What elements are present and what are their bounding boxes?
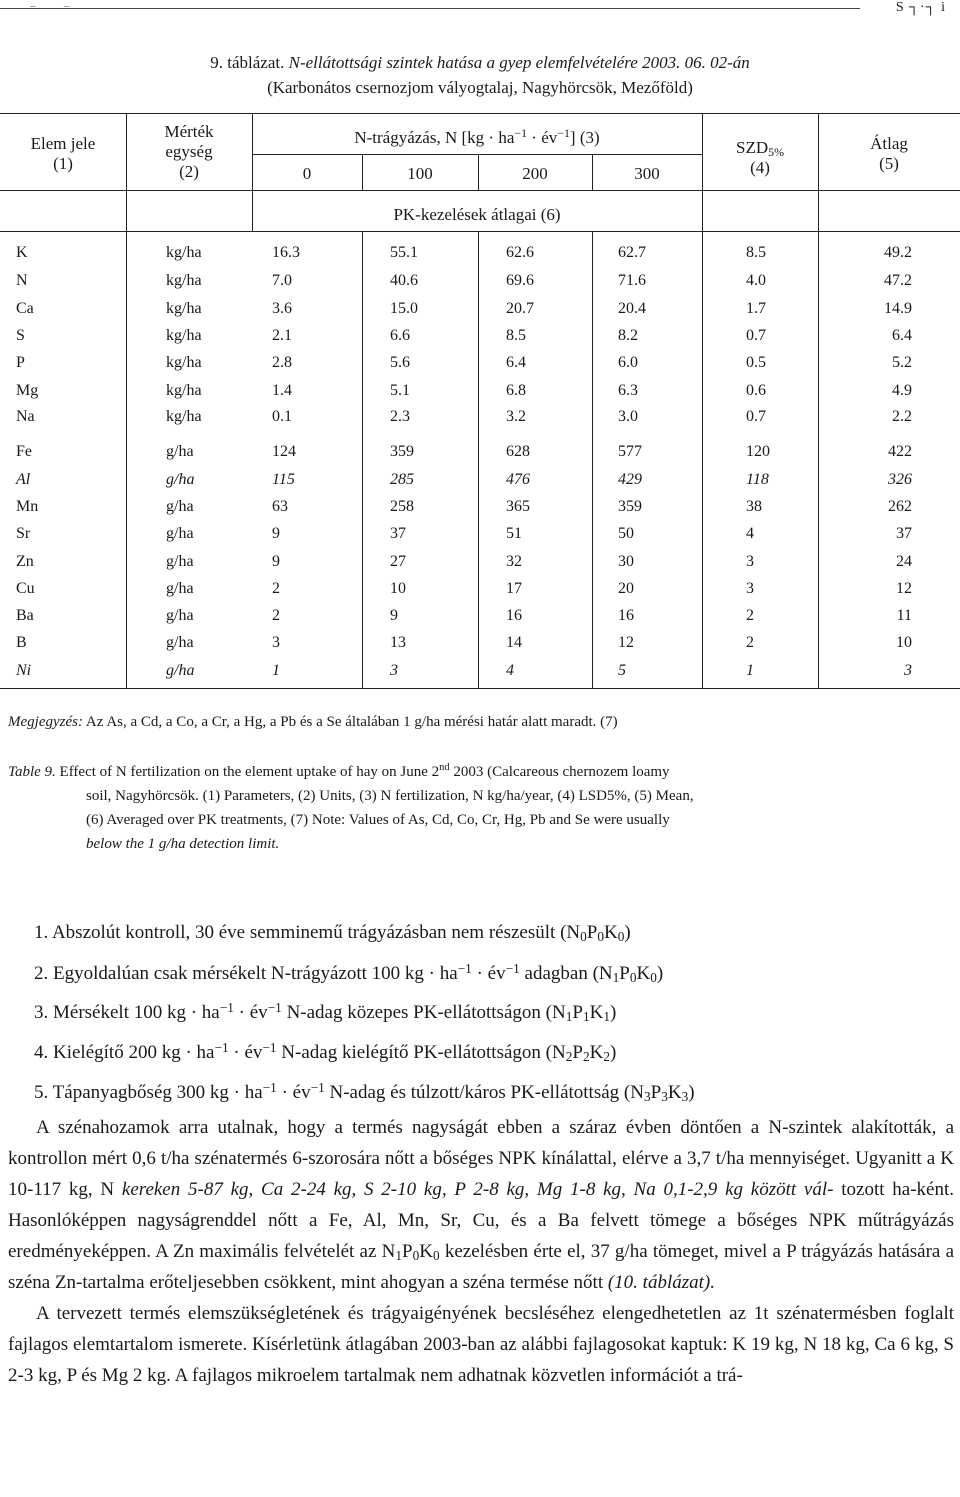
col-divider xyxy=(592,231,593,688)
top-dash-mark: – xyxy=(30,0,36,12)
col-divider xyxy=(702,113,703,688)
table-cell: Mn xyxy=(16,498,39,515)
table-cell: 285 xyxy=(390,471,414,488)
header-dose: 200 xyxy=(522,164,548,183)
table-cell: 6.8 xyxy=(506,382,526,399)
table-cell: 326 xyxy=(888,471,912,488)
table-cell: 0.1 xyxy=(272,408,292,425)
col-divider xyxy=(818,113,819,688)
table-cell: g/ha xyxy=(166,634,194,651)
treatment-item: 5. Tápanyagbőség 300 kg · $ha^{-1}$ · $év^{-1}$ N-adag és túlzott/káros PK-ellátottság $(N_3P_3K_3)$ xyxy=(34,1080,695,1104)
header-mean: Átlag (5) xyxy=(870,134,908,173)
table-cell: Sr xyxy=(16,525,31,542)
table-cell: 62.7 xyxy=(618,244,646,261)
table-cell: kg/ha xyxy=(166,244,202,261)
table-cell: g/ha xyxy=(166,443,194,460)
table-cell: 1 xyxy=(746,662,754,679)
table-cell: 422 xyxy=(888,443,912,460)
header-bottom-rule xyxy=(0,190,960,191)
table-cell: 40.6 xyxy=(390,272,418,289)
table-subtitle: (Karbonátos csernozjom vályogtalaj, Nagyhörcsök, Mezőföld) xyxy=(267,78,693,97)
table-cell: 6.0 xyxy=(618,354,638,371)
table-cell: 2.8 xyxy=(272,354,292,371)
table-cell: 37 xyxy=(390,525,406,542)
table-cell: 3 xyxy=(746,580,754,597)
table-cell: 37 xyxy=(896,525,912,542)
header-dose: 300 xyxy=(634,164,660,183)
table-cell: 359 xyxy=(618,498,642,515)
table-cell: 1.4 xyxy=(272,382,292,399)
table-cell: 1.7 xyxy=(746,300,766,317)
header-dose: 100 xyxy=(407,164,433,183)
table-cell: 5 xyxy=(618,662,626,679)
table-cell: 8.5 xyxy=(746,244,766,261)
table-top-rule xyxy=(0,113,960,114)
table-cell: 3.6 xyxy=(272,300,292,317)
table-cell: kg/ha xyxy=(166,300,202,317)
table-cell: 16.3 xyxy=(272,244,300,261)
table-cell: 124 xyxy=(272,443,296,460)
table-cell: g/ha xyxy=(166,662,195,679)
table-cell: S xyxy=(16,327,25,344)
table-cell: 0.7 xyxy=(746,327,766,344)
table-cell: 0.6 xyxy=(746,382,766,399)
table-cell: 10 xyxy=(390,580,406,597)
treatment-item: 3. Mérsékelt 100 kg · $ha^{-1}$ · $év^{-1}$ N-adag közepes PK-ellátottságon $(N_1P_1K_1)$ xyxy=(34,1000,617,1024)
table-cell: 3.0 xyxy=(618,408,638,425)
header-inner-rule xyxy=(252,154,702,155)
header-unit: Mérték egység (2) xyxy=(164,122,214,181)
table-cell: 2 xyxy=(746,634,754,651)
table-cell: 6.3 xyxy=(618,382,638,399)
table-cell: 27 xyxy=(390,553,406,570)
table-cell: g/ha xyxy=(166,607,194,624)
header-lsd: $SZD_{5\%}$ (4) xyxy=(736,138,784,177)
table-cell: 115 xyxy=(272,471,295,488)
table-cell: g/ha xyxy=(166,471,195,488)
table-cell: B xyxy=(16,634,27,651)
table-cell: 11 xyxy=(896,607,912,624)
table-cell: 8.2 xyxy=(618,327,638,344)
table-cell: kg/ha xyxy=(166,354,202,371)
table-cell: P xyxy=(16,354,25,371)
table-cell: 3 xyxy=(746,553,754,570)
table-cell: 20 xyxy=(618,580,634,597)
table-cell: 1 xyxy=(272,662,280,679)
table-cell: N xyxy=(16,272,28,289)
header-element: Elem jele (1) xyxy=(30,134,96,173)
table-cell: 9 xyxy=(272,525,280,542)
body-text xyxy=(8,1112,954,1391)
table-cell: 577 xyxy=(618,443,642,460)
table-cell: kg/ha xyxy=(166,272,202,289)
table-cell: 8.5 xyxy=(506,327,526,344)
table-cell: 10 xyxy=(896,634,912,651)
table-cell: 6.6 xyxy=(390,327,410,344)
table-cell: K xyxy=(16,244,28,261)
table-cell: 2.1 xyxy=(272,327,292,344)
table-cell: Zn xyxy=(16,553,34,570)
table-cell: 62.6 xyxy=(506,244,534,261)
table-cell: 6.4 xyxy=(892,327,912,344)
table-cell: 2.2 xyxy=(892,408,912,425)
table-cell: Cu xyxy=(16,580,35,597)
table-cell: 63 xyxy=(272,498,288,515)
table-number: 9. táblázat. xyxy=(210,53,285,72)
table-cell: Mg xyxy=(16,382,39,399)
table-cell: 118 xyxy=(746,471,769,488)
table-cell: 20.4 xyxy=(618,300,646,317)
table-cell: 9 xyxy=(272,553,280,570)
table-cell: Ca xyxy=(16,300,34,317)
table-cell: 14 xyxy=(506,634,522,651)
table-cell: kg/ha xyxy=(166,327,202,344)
header-pk-average: PK-kezelések átlagai (6) xyxy=(393,205,561,224)
table-cell: 16 xyxy=(506,607,522,624)
table-cell: 71.6 xyxy=(618,272,646,289)
table-cell: Fe xyxy=(16,443,32,460)
table-cell: 17 xyxy=(506,580,522,597)
table-caption-en: Table 9. Effect of N fertilization on the element uptake of hay on June 2nd 2003 (Calcareous chernozem loamy soil, Nagyhörcsök. (1) Parameters, (2) Units, (3) N fertilization, N kg/ha/year, (4) LSD5%, (5) Mean, (6) Averaged over PK treatments, (7) Note: Values of As, Cd, Co, Cr, Hg, Pb and Se were usually below the 1 g/ha detection limit. xyxy=(8,762,694,852)
table-cell: Na xyxy=(16,408,35,425)
table-cell: 55.1 xyxy=(390,244,418,261)
table-bottom-rule xyxy=(0,688,960,689)
table-cell: Al xyxy=(16,471,31,488)
table-cell: g/ha xyxy=(166,553,194,570)
table-cell: 4 xyxy=(746,525,754,542)
table-cell: 13 xyxy=(390,634,406,651)
col-divider xyxy=(126,113,127,688)
table-cell: 0.7 xyxy=(746,408,766,425)
table-cell: g/ha xyxy=(166,525,194,542)
table-cell: 30 xyxy=(618,553,634,570)
page-corner-mark: S ┐·┐ i xyxy=(895,0,946,15)
table-cell: 5.6 xyxy=(390,354,410,371)
table-cell: 359 xyxy=(390,443,414,460)
table-cell: 120 xyxy=(746,443,770,460)
table-cell: 51 xyxy=(506,525,522,542)
table-cell: 3 xyxy=(904,662,912,679)
table-cell: 50 xyxy=(618,525,634,542)
table-title: N-ellátottsági szintek hatása a gyep elemfelvételére 2003. 06. 02-án xyxy=(288,53,750,72)
treatment-item: 2. Egyoldalúan csak mérsékelt N-trágyázott 100 kg · $ha^{-1}$ · $év^{-1}$ adagban $(N_1P_0K_0)$ xyxy=(34,961,664,985)
header-dose: 0 xyxy=(302,164,312,183)
table-cell: 9 xyxy=(390,607,398,624)
table-cell: 2 xyxy=(746,607,754,624)
table-cell: 5.1 xyxy=(390,382,410,399)
top-rule xyxy=(0,8,860,9)
treatment-item: 1. Abszolút kontroll, 30 éve semminemű trágyázásban nem részesült $(N_0P_0K_0)$ xyxy=(34,922,631,944)
paragraph: A szénahozamok arra utalnak, hogy a termés nagyságát ebben a száraz évben döntően a N-szintek alakították, a kontrollon mért 0,6 t/ha szénatermés 6-szorosára nőtt a bőséges NPK kínálattal, elérve a 3,7 t/ha mennyiséget. Ugyanitt a K 10-117 kg, N kereken 5-87 kg, Ca 2-24 kg, S 2-10 kg, P 2-8 kg, Mg 1-8 kg, Na 0,1-2,9 kg között vál- tozott ha-ként. Hasonlóképpen nagyságrenddel nőtt a Fe, Al, Mn, Sr, Cu, és a Ba felvett tömege a bőséges NPK műtrágyázás eredményeképpen. A Zn maximális felvételét az $N_1P_0K_0$ kezelésben érte el, 37 g/ha tömeget, mivel a P trágyázás hatására a széna Zn-tartalma erőteljesebben csökkent, mint ahogyan a széna termése nőtt (10. táblázat). xyxy=(8,1117,954,1293)
table-cell: 5.2 xyxy=(892,354,912,371)
subheader-rule xyxy=(0,231,960,232)
table-cell: 628 xyxy=(506,443,530,460)
table-cell: 12 xyxy=(618,634,634,651)
table-cell: Ba xyxy=(16,607,34,624)
table-cell: 4 xyxy=(506,662,514,679)
table-cell: 24 xyxy=(896,553,912,570)
table-cell: 16 xyxy=(618,607,634,624)
table-note-hu: Megjegyzés: Az As, a Cd, a Co, a Cr, a Hg, a Pb és a Se általában 1 g/ha mérési határ alatt maradt. (7) xyxy=(8,714,618,730)
table-cell: 2 xyxy=(272,580,280,597)
header-n-fertilization: N-trágyázás, N [$kg \cdot ha^{-1}$ · $év^{-1}$] (3) xyxy=(354,126,600,147)
table-cell: 12 xyxy=(896,580,912,597)
table-cell: 6.4 xyxy=(506,354,526,371)
col-divider xyxy=(478,231,479,688)
table-cell: 38 xyxy=(746,498,762,515)
top-dash-mark: – xyxy=(64,0,70,12)
table-cell: 14.9 xyxy=(884,300,912,317)
table-cell: 262 xyxy=(888,498,912,515)
table-cell: 429 xyxy=(618,471,642,488)
table-cell: g/ha xyxy=(166,580,194,597)
col-divider xyxy=(362,231,363,688)
table-cell: 7.0 xyxy=(272,272,292,289)
table-cell: 15.0 xyxy=(390,300,418,317)
table-cell: 4.0 xyxy=(746,272,766,289)
table-cell: 258 xyxy=(390,498,414,515)
table-cell: 3 xyxy=(390,662,398,679)
table-cell: 49.2 xyxy=(884,244,912,261)
table-cell: Ni xyxy=(16,662,32,679)
table-cell: 32 xyxy=(506,553,522,570)
table-cell: 476 xyxy=(506,471,530,488)
table-cell: kg/ha xyxy=(166,408,202,425)
table-cell: 69.6 xyxy=(506,272,534,289)
table-cell: kg/ha xyxy=(166,382,202,399)
table-cell: 4.9 xyxy=(892,382,912,399)
table-cell: 2.3 xyxy=(390,408,410,425)
table-cell: 3 xyxy=(272,634,280,651)
table-cell: 2 xyxy=(272,607,280,624)
table-cell: 365 xyxy=(506,498,530,515)
table-caption-hu xyxy=(0,50,960,100)
table-cell: 47.2 xyxy=(884,272,912,289)
table-cell: 20.7 xyxy=(506,300,534,317)
treatment-item: 4. Kielégítő 200 kg · $ha^{-1}$ · $év^{-1}$ N-adag kielégítő PK-ellátottságon $(N_2P_2K_2)$ xyxy=(34,1040,617,1064)
table-cell: 0.5 xyxy=(746,354,766,371)
paragraph: A tervezett termés elemszükségletének és trágyaigényének becsléséhez elengedhetetlen az 1t szénatermésben foglalt fajlagos elemtartalom ismerete. Kísérletünk átlagában 2003-ban az alábbi fajlagosokat kaptuk: K 19 kg, N 18 kg, Ca 6 kg, S 2-3 kg, P és Mg 2 kg. A fajlagos mikroelem tartalmak nem adhatnak közvetlen információt a trá- xyxy=(8,1303,954,1386)
table-cell: g/ha xyxy=(166,498,194,515)
table-cell: 3.2 xyxy=(506,408,526,425)
